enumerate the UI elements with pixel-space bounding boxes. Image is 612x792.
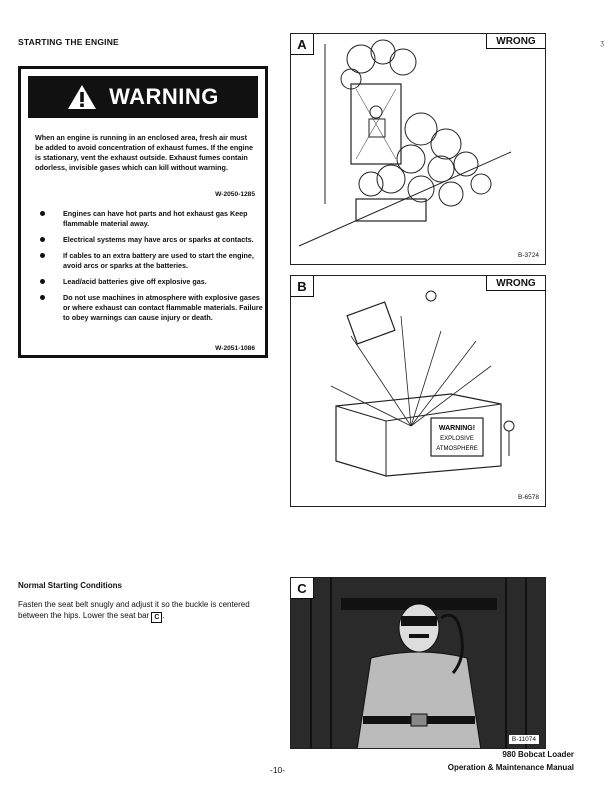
operator-seat-illustration [291, 578, 546, 749]
figure-b-letter: B [291, 276, 314, 297]
warning-bullet-list [35, 209, 263, 329]
figure-c-code: B-11074 [509, 735, 539, 744]
footer-title: 980 Bobcat Loader [502, 750, 574, 759]
section-title: STARTING THE ENGINE [18, 37, 119, 47]
normal-starting-body: Fasten the seat belt snugly and adjust it so the buckle is centered between the hips. Lower the seat bar [18, 600, 250, 620]
warning-bullet: Electrical systems may have arcs or sparks at contacts. [35, 235, 263, 245]
footer-subtitle: Operation & Maintenance Manual [447, 763, 574, 772]
warning-code-2: W-2051-1086 [215, 345, 255, 352]
sign-line-3: ATMOSPHERE [436, 446, 478, 452]
figure-a-code: B-3724 [518, 252, 539, 259]
figure-a [290, 33, 546, 265]
warning-triangle-icon [67, 84, 97, 110]
warning-box [18, 66, 268, 358]
normal-starting-end: . [162, 610, 165, 620]
edge-mark: ʒ [600, 40, 604, 47]
figure-b-wrong-label: WRONG [486, 276, 545, 291]
warning-code-1: W-2050-1285 [215, 191, 255, 198]
normal-starting-heading: Normal Starting Conditions [18, 581, 122, 590]
sign-line-2: EXPLOSIVE [440, 436, 474, 442]
figure-c [290, 577, 546, 749]
warning-header [28, 76, 258, 118]
page-number: -10- [270, 765, 286, 775]
figure-b-code: B-6578 [518, 494, 539, 501]
warning-bullet: Do not use machines in atmosphere with explosive gases or where exhaust can contact flammable materials. Failure to obey warnings can cause injury or death. [35, 293, 263, 323]
explosion-illustration [291, 276, 546, 507]
warning-bullet: Lead/acid batteries give off explosive gas. [35, 277, 263, 287]
figure-a-letter: A [291, 34, 314, 55]
warning-bullet: If cables to an extra battery are used to start the engine, avoid arcs or sparks at the batteries. [35, 251, 263, 271]
warning-header-text: WARNING [109, 84, 219, 109]
warning-paragraph: When an engine is running in an enclosed area, fresh air must be added to avoid concentration of exhaust fumes. If the engine is stationary, vent the exhaust outside. Exhaust fumes contain odorless, invisible gases which can kill without warning. [35, 133, 254, 172]
warning-bullet: Engines can have hot parts and hot exhaust gas Keep flammable material away. [35, 209, 263, 229]
normal-starting-text [18, 600, 274, 623]
figure-a-wrong-label: WRONG [486, 34, 545, 49]
sign-line-1: WARNING! [438, 425, 476, 432]
exhaust-enclosure-illustration [291, 34, 546, 265]
figure-c-letter: C [291, 578, 314, 599]
figure-ref-c: C [151, 612, 162, 623]
figure-b [290, 275, 546, 507]
